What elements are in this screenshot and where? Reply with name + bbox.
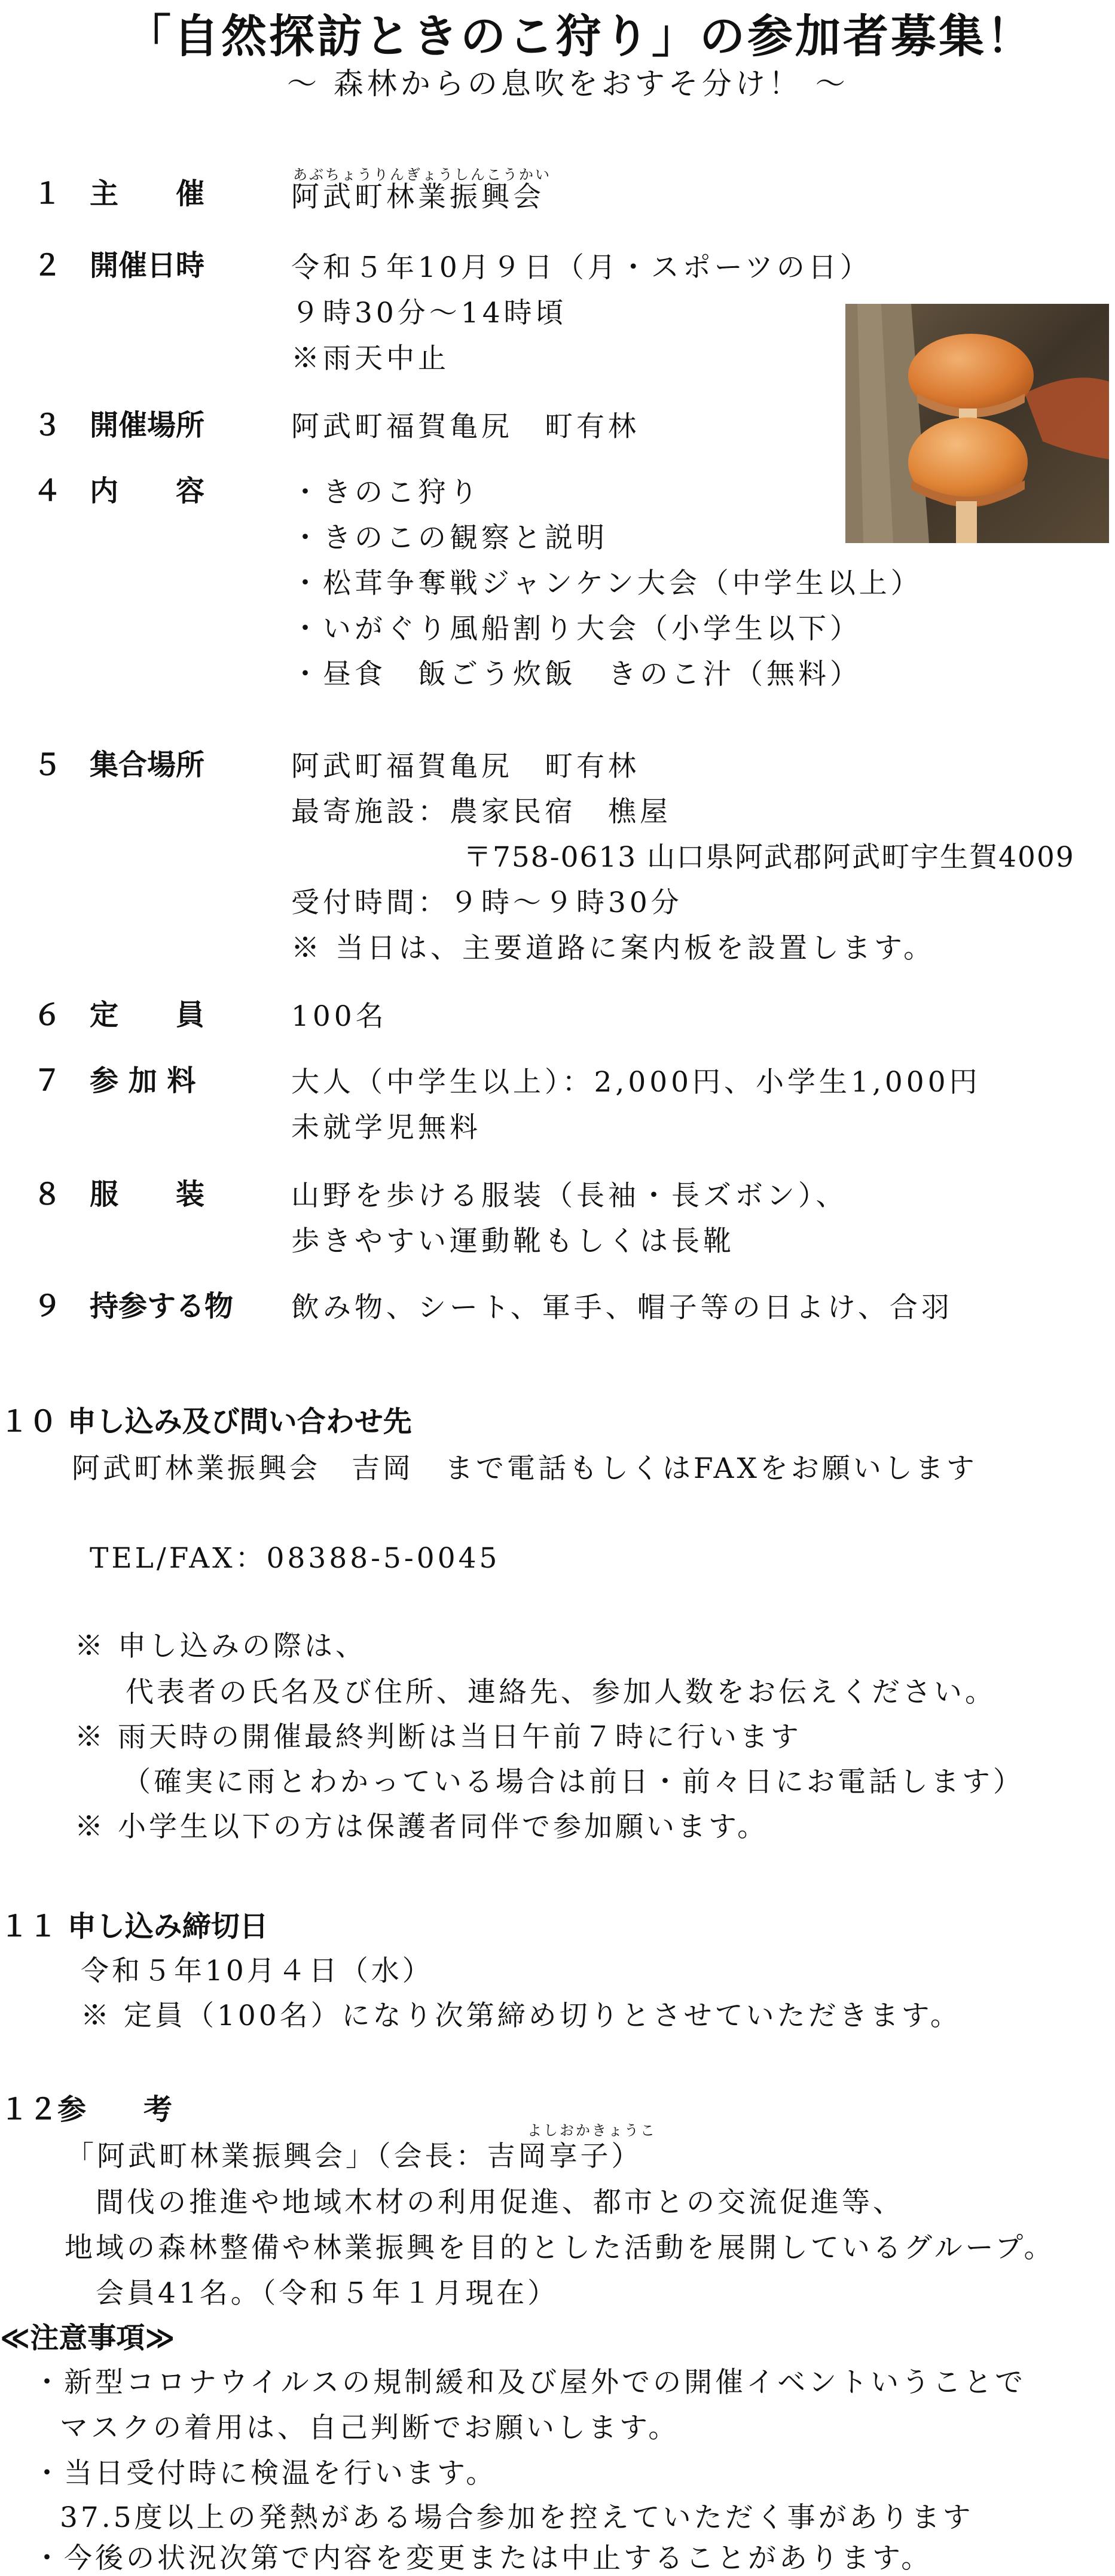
section-10-tel: TEL/FAX：08388-5-0045: [90, 1542, 500, 1575]
item-4-line: ・いがぐり風船割り大会（小学生以下）: [291, 612, 862, 645]
item-1-value: 阿武町林業振興会: [291, 181, 545, 214]
item-9-value: 飲み物、シート、軍手、帽子等の日よけ、合羽: [291, 1291, 953, 1324]
item-5-address: 〒758-0613 山口県阿武郡阿武町宇生賀4009: [463, 841, 1075, 874]
item-6-label: 定 員: [90, 998, 205, 1032]
page-subtitle: ～ 森林からの息吹をおすそ分け！ ～: [287, 66, 849, 101]
item-5-line: 最寄施設：農家民宿 樵屋: [291, 795, 671, 828]
section-12-line: 会員41名。（令和５年１月現在）: [96, 2277, 559, 2310]
item-5-line: 阿武町福賀亀尻 町有林: [291, 750, 640, 783]
mushroom-photo: [845, 304, 1109, 543]
item-4-line: ・松茸争奪戦ジャンケン大会（中学生以上）: [291, 567, 922, 600]
item-5-line: ※ 当日は、主要道路に案内板を設置します。: [291, 932, 936, 965]
section-12-line: 間伐の推進や地域木材の利用促進、都市との交流促進等、: [96, 2186, 904, 2219]
item-2-line: ９時30分～14時頃: [291, 297, 567, 330]
item-8-line: 歩きやすい運動靴もしくは長靴: [291, 1225, 735, 1258]
item-2-label: 開催日時: [90, 249, 205, 282]
section-12-ruby: よしおかきょうこ: [527, 2122, 656, 2139]
section-10-note: （確実に雨とわかっている場合は前日・前々日にお電話します）: [123, 1766, 1024, 1798]
item-7-number: ７: [33, 1064, 62, 1098]
item-1-number: １: [33, 177, 62, 211]
item-5-number: ５: [33, 748, 62, 782]
notes-line: マスクの着用は、自己判断でお願いします。: [60, 2412, 680, 2444]
section-12-line: 地域の森林整備や林業振興を目的とした活動を展開しているグループ。: [65, 2231, 1055, 2264]
page-title: 「自然探訪ときのこ狩り」の参加者募集！: [126, 10, 1034, 63]
item-4-line: ・きのこ狩り: [291, 476, 481, 509]
item-9-number: ９: [33, 1289, 62, 1323]
item-5-label: 集合場所: [90, 748, 205, 782]
section-10-heading: １０ 申し込み及び問い合わせ先: [0, 1405, 412, 1438]
item-3-label: 開催場所: [90, 408, 205, 442]
item-8-line: 山野を歩ける服装（長袖・長ズボン）、: [291, 1179, 848, 1212]
item-6-value: 100名: [291, 1000, 387, 1033]
section-11-date: 令和５年10月４日（水）: [81, 1955, 433, 1987]
section-10-note: ※ 雨天時の開催最終判断は当日午前７時に行います: [75, 1721, 802, 1754]
notes-line: 37.5度以上の発熱がある場合参加を控えていただく事があります: [60, 2501, 974, 2534]
item-4-label: 内 容: [90, 474, 205, 508]
item-9-label: 持参する物: [90, 1289, 234, 1323]
item-7-line: 未就学児無料: [291, 1111, 481, 1144]
section-10-line: 阿武町林業振興会 吉岡 まで電話もしくはFAXをお願いします: [72, 1452, 977, 1485]
notes-line: ・当日受付時に検温を行います。: [33, 2457, 497, 2490]
item-7-line: 大人（中学生以上）：2,000円、小学生1,000円: [291, 1066, 981, 1099]
section-10-note: ※ 小学生以下の方は保護者同伴で参加願います。: [75, 1810, 769, 1843]
notes-heading: ≪注意事項≫: [0, 2321, 175, 2355]
item-7-label: 参 加 料: [90, 1064, 196, 1098]
item-6-number: ６: [33, 998, 62, 1032]
notes-line: ・新型コロナウイルスの規制緩和及び屋外での開催イベントいうことで: [33, 2366, 1027, 2399]
item-2-line: ※雨天中止: [291, 342, 450, 375]
section-10-note: 代表者の氏名及び住所、連絡先、参加人数をお伝えください。: [126, 1676, 996, 1709]
section-10-note: ※ 申し込みの際は、: [75, 1630, 366, 1663]
item-3-value: 阿武町福賀亀尻 町有林: [291, 410, 640, 443]
item-8-number: ８: [33, 1178, 62, 1211]
section-12-heading: １２参 考: [0, 2093, 173, 2126]
item-4-number: ４: [33, 474, 62, 508]
section-11-note: ※ 定員（100名）になり次第締め切りとさせていただきます。: [81, 1999, 961, 2032]
item-1-label: 主 催: [90, 177, 205, 211]
section-12-line: 「阿武町林業振興会」（会長：吉岡享子）: [66, 2140, 643, 2173]
item-5-line: 受付時間：９時～９時30分: [291, 886, 683, 919]
item-4-line: ・きのこの観察と説明: [291, 522, 608, 554]
section-11-heading: １１ 申し込み締切日: [0, 1910, 268, 1943]
item-3-number: ３: [33, 408, 62, 442]
item-8-label: 服 装: [90, 1178, 205, 1211]
item-2-number: ２: [33, 249, 62, 282]
item-4-line: ・昼食 飯ごう炊飯 きのこ汁（無料）: [291, 658, 862, 691]
item-1-ruby: あぶちょうりんぎょうしんこうかい: [293, 166, 551, 183]
notes-line: ・今後の状況次第で内容を変更または中止することがあります。: [33, 2542, 933, 2575]
item-2-line: 令和５年10月９日（月・スポーツの日）: [291, 251, 872, 284]
